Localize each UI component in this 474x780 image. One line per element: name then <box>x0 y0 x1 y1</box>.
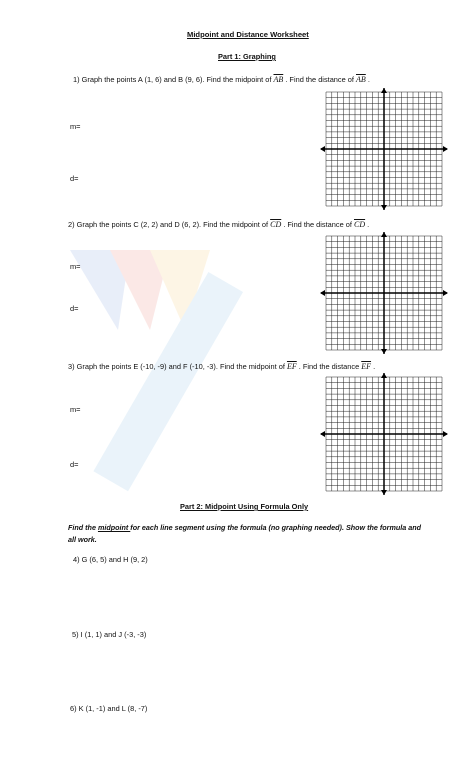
part2-heading: Part 2: Midpoint Using Formula Only <box>180 502 309 511</box>
problem-3-text <box>68 362 375 371</box>
x-axis-arrow-left <box>320 431 325 437</box>
segment-cd-label-2: $\overline{CD}$ <box>353 220 366 229</box>
segment-cd-label: $\overline{CD}$ <box>270 220 282 229</box>
x-axis-arrow-right <box>443 431 448 437</box>
midpoint-label-3: m= <box>70 405 81 414</box>
y-axis-arrow-up <box>381 232 387 237</box>
problem-1-middle: . Find the distance of <box>285 75 356 84</box>
midpoint-label-1: m= <box>70 122 81 131</box>
problem-5: 5) I (1, 1) and J (-3, -3) <box>72 630 147 639</box>
problem-3-prompt: 3) Graph the points E (-10, -9) and F (-10, -3). Find the midpoint of <box>68 362 287 371</box>
instructions-midpoint: midpoint <box>97 523 131 532</box>
part2-instructions <box>68 522 428 546</box>
segment-ef-label: $\overline{EF}$ <box>286 362 297 371</box>
problem-3-middle: . Find the distance <box>298 362 362 371</box>
x-axis-arrow-right <box>443 146 448 152</box>
problem-6: 6) K (1, -1) and L (8, -7) <box>70 704 148 713</box>
problem-4: 4) G (6, 5) and H (9, 2) <box>73 555 148 564</box>
x-axis-arrow-left <box>320 290 325 296</box>
problem-2-end: . <box>367 220 370 229</box>
problem-1-text <box>73 75 370 84</box>
distance-label-3: d= <box>70 460 79 469</box>
coordinate-grid-1[interactable] <box>320 88 448 210</box>
coordinate-grid-2[interactable] <box>320 232 448 354</box>
y-axis-arrow-down <box>381 205 387 210</box>
segment-ef-label-2: $\overline{EF}$ <box>361 362 372 371</box>
problem-1-prompt: 1) Graph the points A (1, 6) and B (9, 6). Find the midpoint of <box>73 75 274 84</box>
distance-label-1: d= <box>70 174 79 183</box>
instructions-prefix: Find the <box>68 523 98 532</box>
x-axis-arrow-left <box>320 146 325 152</box>
y-axis-arrow-up <box>381 373 387 378</box>
problem-3-end: . <box>373 362 376 371</box>
segment-ab-label-2: $\overline{AB}$ <box>356 75 366 84</box>
worksheet-title: Midpoint and Distance Worksheet <box>187 30 309 39</box>
distance-label-2: d= <box>70 304 79 313</box>
part1-heading: Part 1: Graphing <box>218 52 276 61</box>
segment-ab-label: $\overline{AB}$ <box>273 75 284 84</box>
y-axis-arrow-up <box>381 88 387 93</box>
problem-2-prompt: 2) Graph the points C (2, 2) and D (6, 2). Find the midpoint of <box>68 220 271 229</box>
midpoint-label-2: m= <box>70 262 81 271</box>
instructions-suffix: for each line segment using the formula (no graphing needed). Show the formula and all work. <box>68 523 422 544</box>
y-axis-arrow-down <box>381 349 387 354</box>
problem-1-end: . <box>367 75 370 84</box>
x-axis-arrow-right <box>443 290 448 296</box>
problem-2-middle: . Find the distance of <box>283 220 354 229</box>
problem-2-text <box>68 220 369 229</box>
coordinate-grid-3[interactable] <box>320 373 448 495</box>
y-axis-arrow-down <box>381 490 387 495</box>
